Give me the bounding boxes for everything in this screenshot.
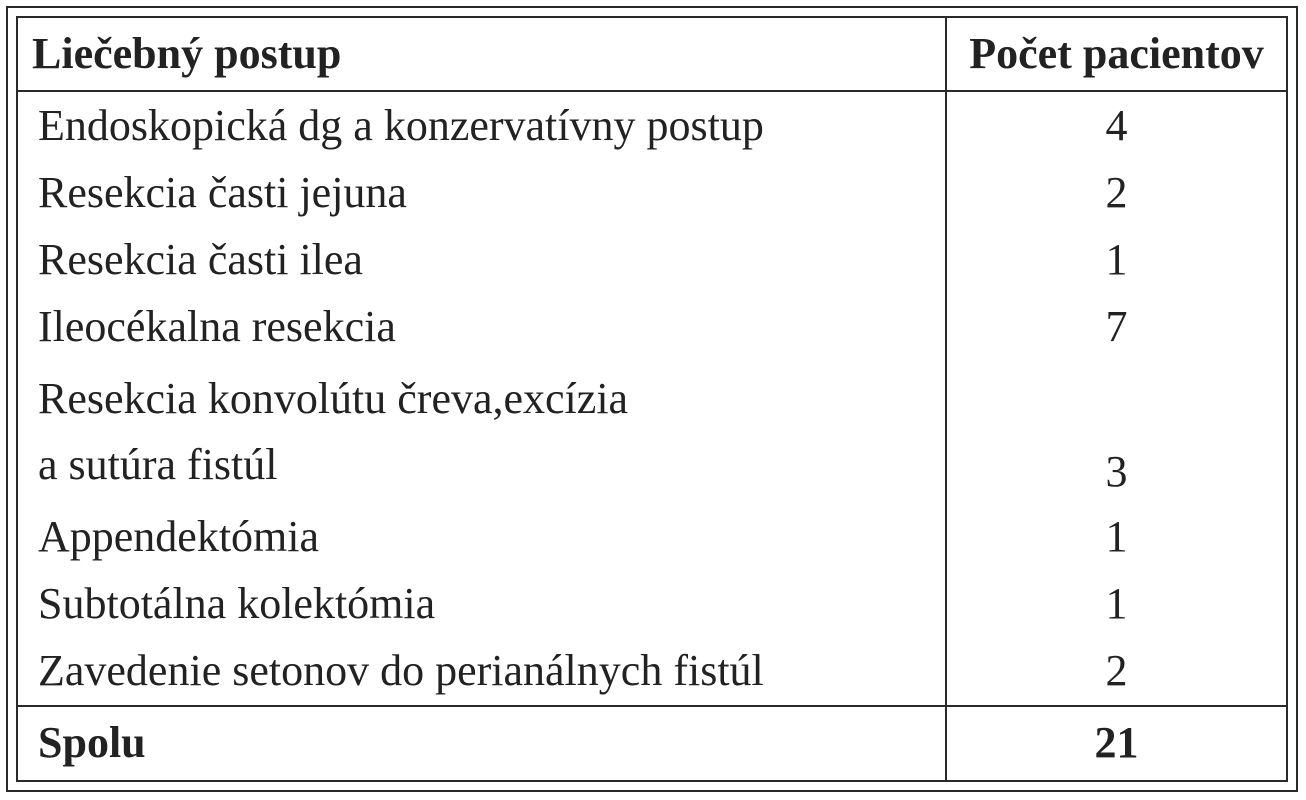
table-inner-frame [16, 16, 1288, 782]
row-count: 4 [946, 91, 1286, 159]
table-row [18, 570, 1286, 637]
row-label-line: Zavedenie setonov do perianálnych fistúl [38, 645, 764, 695]
row-label-line: Resekcia časti jejuna [38, 167, 407, 217]
row-label [18, 361, 946, 503]
row-count: 1 [946, 226, 1286, 293]
row-count: 7 [946, 294, 1286, 361]
table-row [18, 159, 1286, 226]
row-label-line: Subtotálna kolektómia [38, 578, 436, 628]
row-label [18, 637, 946, 705]
total-label: Spolu [18, 706, 946, 780]
header-procedure: Liečebný postup [18, 18, 946, 91]
table-row [18, 361, 1286, 503]
row-count: 3 [946, 361, 1286, 503]
row-label [18, 503, 946, 570]
row-label-line: Ileocékalna resekcia [38, 301, 396, 351]
row-label-line: Resekcia konvolútu čreva,excízia [38, 373, 629, 423]
row-label [18, 570, 946, 637]
row-count: 1 [946, 503, 1286, 570]
table-row [18, 503, 1286, 570]
table-row [18, 226, 1286, 293]
row-label-line: Endoskopická dg a konzervatívny postup [38, 100, 764, 150]
row-label [18, 91, 946, 159]
row-label [18, 159, 946, 226]
row-label-line: a sutúra fistúl [38, 439, 278, 489]
table-outer-frame [6, 6, 1298, 792]
row-count: 2 [946, 637, 1286, 705]
table-row [18, 637, 1286, 705]
table-row [18, 91, 1286, 159]
row-label [18, 226, 946, 293]
row-count: 2 [946, 159, 1286, 226]
header-count: Počet pacientov [946, 18, 1286, 91]
table-row [18, 294, 1286, 361]
row-label-line: Appendektómia [38, 511, 320, 561]
row-count: 1 [946, 570, 1286, 637]
row-label [18, 294, 946, 361]
treatment-table [18, 18, 1286, 780]
row-label-line: Resekcia časti ilea [38, 234, 363, 284]
total-row [18, 706, 1286, 780]
total-count: 21 [946, 706, 1286, 780]
header-row [18, 18, 1286, 91]
